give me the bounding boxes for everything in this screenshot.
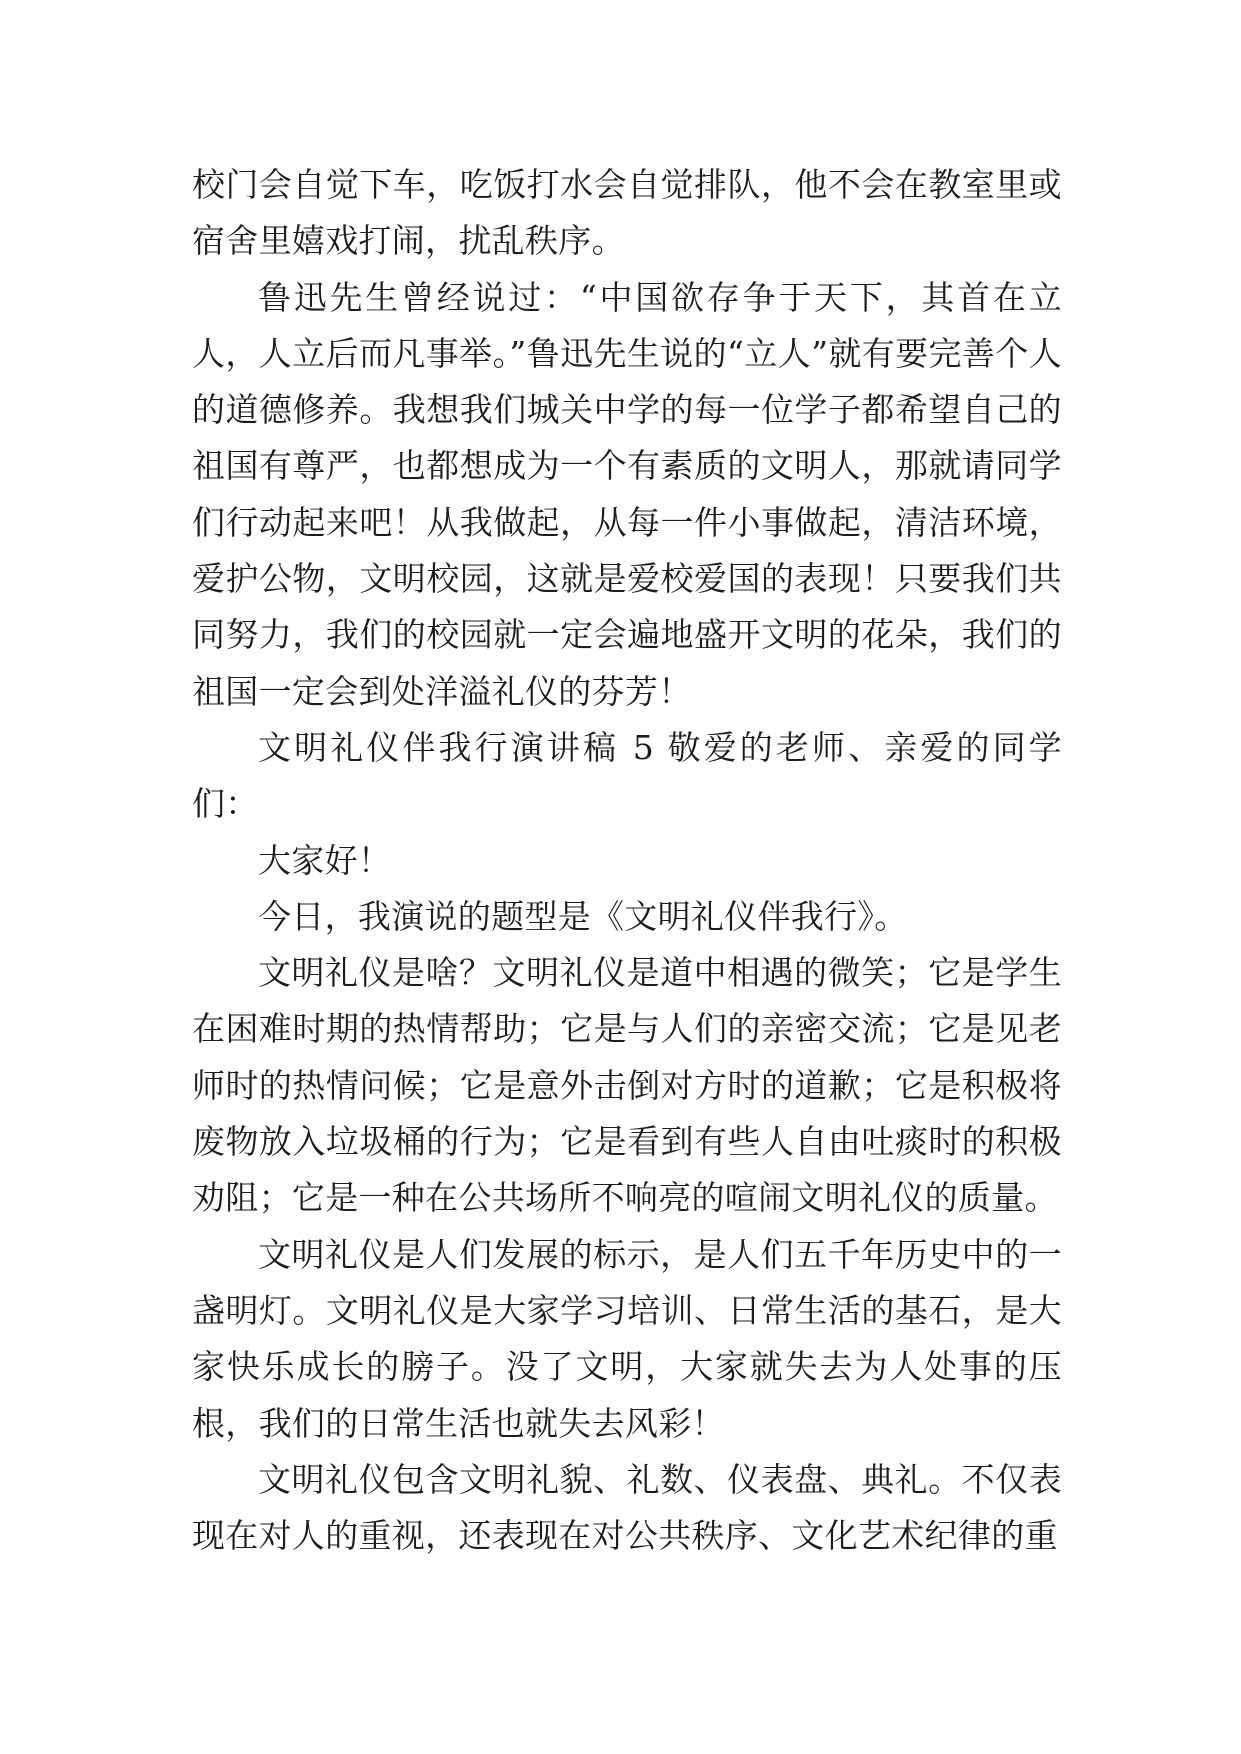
paragraph-5: 今日，我演说的题型是《文明礼仪伴我行》。 bbox=[258, 896, 908, 936]
paragraph-8: 文明礼仪包含文明礼貌、礼数、仪表盘、典礼。不仅表现在对人的重视，还表现在对公共秩序、文化艺术纪律的重 bbox=[192, 1459, 1062, 1556]
paragraph-7: 文明礼仪是人们发展的标示，是人们五千年历史中的一盏明灯。文明礼仪是大家学习培训、日常生活的基石，是大家快乐成长的膀子。没了文明，大家就失去为人处事的压根，我们的日常生活也就失去风彩！ bbox=[192, 1234, 1062, 1443]
paragraph-4: 大家好！ bbox=[258, 840, 392, 880]
paragraph-3: 文明礼仪伴我行演讲稿 5 敬爱的老师、亲爱的同学们： bbox=[192, 727, 1062, 824]
document-body bbox=[192, 157, 1062, 1564]
paragraph-1: 校门会自觉下车，吃饭打水会自觉排队，他不会在教室里或宿舍里嬉戏打闹，扰乱秩序。 bbox=[192, 165, 1062, 261]
paragraph-6: 文明礼仪是啥？文明礼仪是道中相遇的微笑；它是学生在困难时期的热情帮助；它是与人们的亲密交流；它是见老师时的热情问候；它是意外击倒对方时的道歉；它是积极将废物放入垃圾桶的行为；它是看到有些人自由吐痰时的积极劝阻；它是一种在公共场所不响亮的喧闹文明礼仪的质量。 bbox=[192, 953, 1062, 1218]
paragraph-2: 鲁迅先生曾经说过：“中国欲存争于天下，其首在立人，人立后而凡事举。”鲁迅先生说的“立人”就有要完善个人的道德修养。我想我们城关中学的每一位学子都希望自己的祖国有尊严，也都想成为一个有素质的文明人，那就请同学们行动起来吧！从我做起，从每一件小事做起，清洁环境，爱护公物，文明校园，这就是爱校爱国的表现！只要我们共同努力，我们的校园就一定会遍地盛开文明的花朵，我们的祖国一定会到处洋溢礼仪的芬芳！ bbox=[192, 277, 1062, 711]
